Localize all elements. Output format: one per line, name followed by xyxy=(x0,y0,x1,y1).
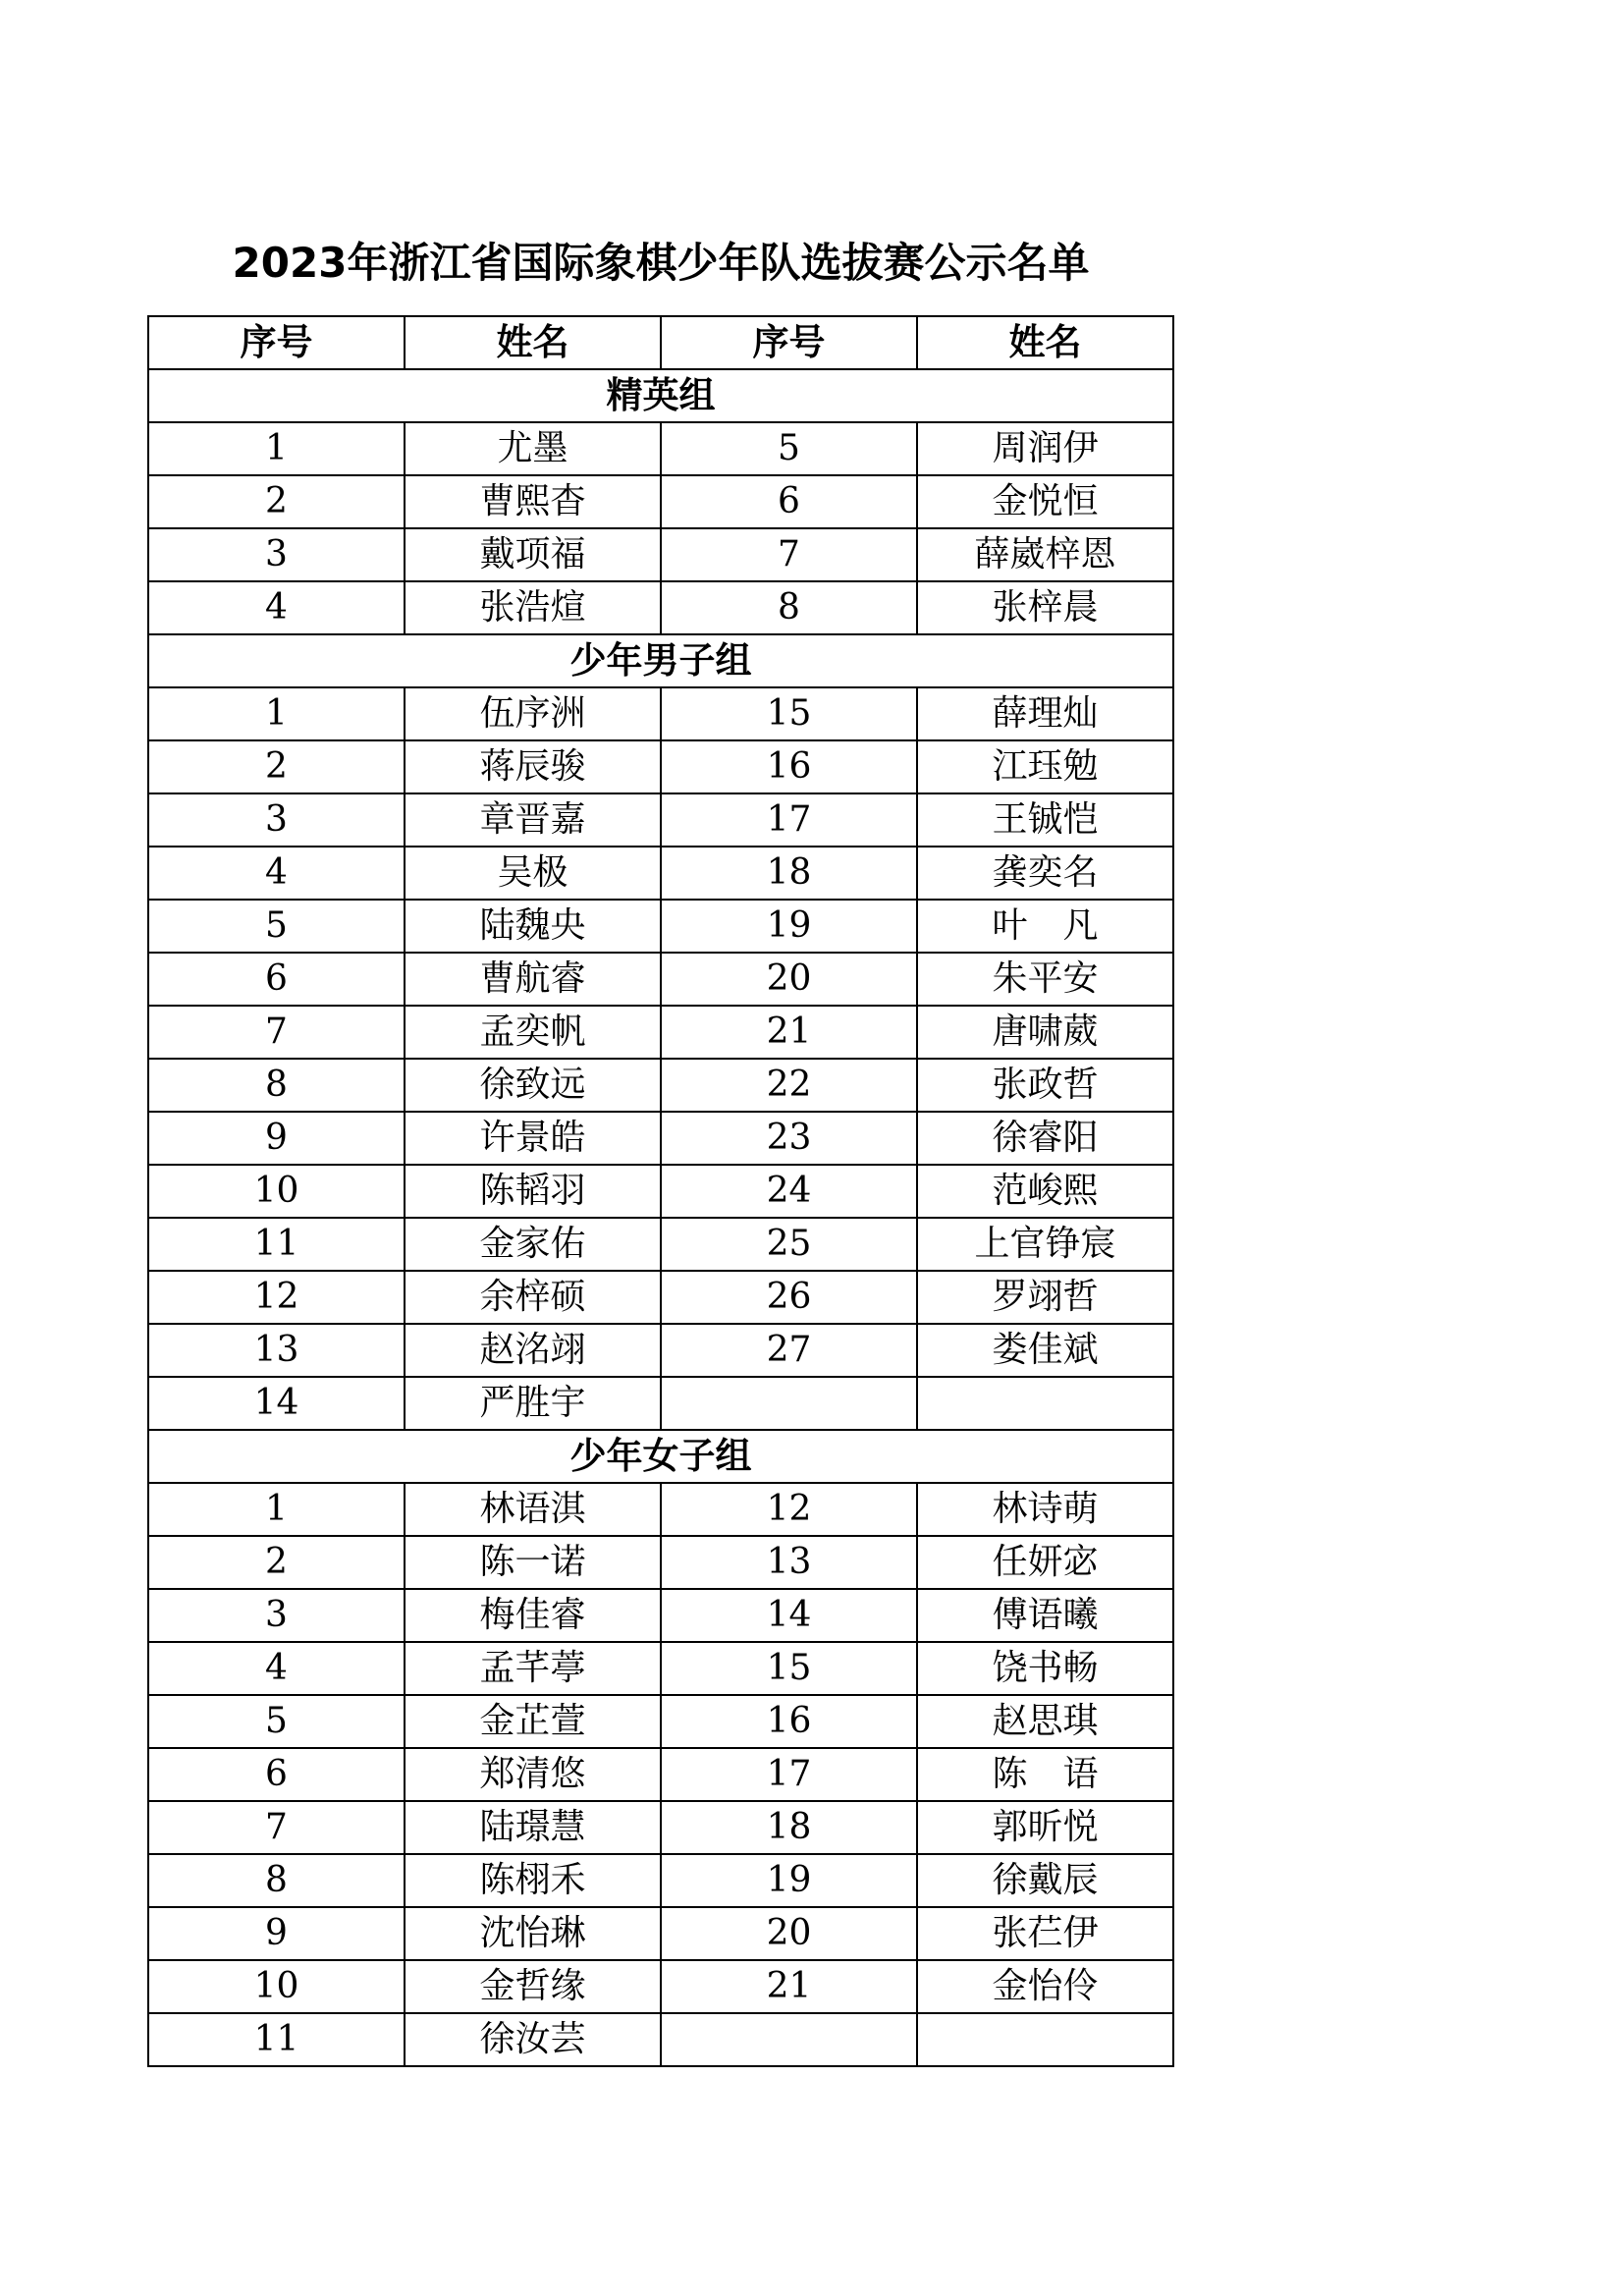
name-cell: 金芷萱 xyxy=(405,1695,661,1748)
name-cell: 徐致远 xyxy=(405,1059,661,1112)
seq-cell: 11 xyxy=(148,2013,405,2066)
seq-cell: 13 xyxy=(661,1536,917,1589)
seq-cell: 4 xyxy=(148,1642,405,1695)
name-cell: 金家佑 xyxy=(405,1218,661,1271)
name-cell: 陈韬羽 xyxy=(405,1165,661,1218)
seq-cell: 27 xyxy=(661,1324,917,1377)
group-header-row xyxy=(148,634,1173,687)
seq-cell: 5 xyxy=(148,900,405,953)
name-cell: 郭昕悦 xyxy=(917,1801,1173,1854)
seq-cell: 13 xyxy=(148,1324,405,1377)
seq-cell: 8 xyxy=(148,1059,405,1112)
name-cell: 孟奕帆 xyxy=(405,1006,661,1059)
seq-cell: 1 xyxy=(148,422,405,475)
name-cell: 江珏勉 xyxy=(917,740,1173,793)
seq-cell: 4 xyxy=(148,581,405,634)
name-cell: 徐戴辰 xyxy=(917,1854,1173,1907)
seq-cell: 15 xyxy=(661,1642,917,1695)
table-row xyxy=(148,1377,1173,1430)
seq-cell: 21 xyxy=(661,1006,917,1059)
name-cell: 陈一诺 xyxy=(405,1536,661,1589)
name-cell: 林诗萌 xyxy=(917,1483,1173,1536)
name-cell: 娄佳斌 xyxy=(917,1324,1173,1377)
name-cell: 薛崴梓恩 xyxy=(917,528,1173,581)
page-title: 2023年浙江省国际象棋少年队选拔赛公示名单 xyxy=(232,239,1090,287)
name-cell: 龚奕名 xyxy=(917,847,1173,900)
seq-cell: 5 xyxy=(661,422,917,475)
group-header-row xyxy=(148,369,1173,422)
column-header-name: 姓名 xyxy=(917,316,1173,369)
header-row xyxy=(148,316,1173,369)
seq-cell: 14 xyxy=(661,1589,917,1642)
table-row xyxy=(148,793,1173,847)
table-row xyxy=(148,1006,1173,1059)
name-cell: 张政哲 xyxy=(917,1059,1173,1112)
table-row xyxy=(148,528,1173,581)
name-cell: 赵思琪 xyxy=(917,1695,1173,1748)
seq-cell: 5 xyxy=(148,1695,405,1748)
name-cell: 曹熙杳 xyxy=(405,475,661,528)
name-cell: 金哲缘 xyxy=(405,1960,661,2013)
name-cell xyxy=(917,2013,1173,2066)
table-row xyxy=(148,1642,1173,1695)
name-cell: 任妍宓 xyxy=(917,1536,1173,1589)
group-title: 少年女子组 xyxy=(148,1430,1173,1483)
column-header-seq: 序号 xyxy=(148,316,405,369)
table-row xyxy=(148,1536,1173,1589)
seq-cell: 23 xyxy=(661,1112,917,1165)
table-row xyxy=(148,847,1173,900)
seq-cell: 8 xyxy=(661,581,917,634)
name-cell: 章晋嘉 xyxy=(405,793,661,847)
table-row xyxy=(148,1324,1173,1377)
seq-cell: 3 xyxy=(148,528,405,581)
table-row xyxy=(148,1271,1173,1324)
name-cell: 陈栩禾 xyxy=(405,1854,661,1907)
table-row xyxy=(148,1165,1173,1218)
name-cell: 曹航睿 xyxy=(405,953,661,1006)
seq-cell: 2 xyxy=(148,475,405,528)
name-cell: 叶 凡 xyxy=(917,900,1173,953)
name-cell: 沈怡琳 xyxy=(405,1907,661,1960)
name-cell: 许景皓 xyxy=(405,1112,661,1165)
name-cell: 唐啸葳 xyxy=(917,1006,1173,1059)
seq-cell: 6 xyxy=(661,475,917,528)
table-row xyxy=(148,1907,1173,1960)
name-cell: 金悦恒 xyxy=(917,475,1173,528)
seq-cell: 1 xyxy=(148,1483,405,1536)
table-row xyxy=(148,1960,1173,2013)
seq-cell: 14 xyxy=(148,1377,405,1430)
seq-cell: 7 xyxy=(148,1801,405,1854)
seq-cell: 7 xyxy=(148,1006,405,1059)
seq-cell: 12 xyxy=(661,1483,917,1536)
name-cell: 王铖恺 xyxy=(917,793,1173,847)
seq-cell: 22 xyxy=(661,1059,917,1112)
seq-cell: 6 xyxy=(148,1748,405,1801)
name-cell: 朱平安 xyxy=(917,953,1173,1006)
seq-cell: 2 xyxy=(148,1536,405,1589)
table-row xyxy=(148,581,1173,634)
name-cell: 陆魏央 xyxy=(405,900,661,953)
table-row xyxy=(148,1801,1173,1854)
seq-cell xyxy=(661,1377,917,1430)
seq-cell: 17 xyxy=(661,793,917,847)
seq-cell: 15 xyxy=(661,687,917,740)
name-cell: 金怡伶 xyxy=(917,1960,1173,2013)
seq-cell: 19 xyxy=(661,1854,917,1907)
seq-cell: 16 xyxy=(661,1695,917,1748)
seq-cell: 19 xyxy=(661,900,917,953)
seq-cell: 21 xyxy=(661,1960,917,2013)
name-cell: 伍序洲 xyxy=(405,687,661,740)
seq-cell: 20 xyxy=(661,953,917,1006)
seq-cell: 4 xyxy=(148,847,405,900)
seq-cell: 26 xyxy=(661,1271,917,1324)
seq-cell: 10 xyxy=(148,1960,405,2013)
table-row xyxy=(148,2013,1173,2066)
name-cell: 张浩煊 xyxy=(405,581,661,634)
table-row xyxy=(148,1748,1173,1801)
seq-cell: 6 xyxy=(148,953,405,1006)
seq-cell: 16 xyxy=(661,740,917,793)
group-header-row xyxy=(148,1430,1173,1483)
name-cell: 尤墨 xyxy=(405,422,661,475)
name-cell: 吴极 xyxy=(405,847,661,900)
table-row xyxy=(148,1854,1173,1907)
name-cell: 范峻熙 xyxy=(917,1165,1173,1218)
seq-cell: 17 xyxy=(661,1748,917,1801)
seq-cell: 2 xyxy=(148,740,405,793)
seq-cell: 18 xyxy=(661,1801,917,1854)
name-cell: 徐汝芸 xyxy=(405,2013,661,2066)
name-cell: 孟芊葶 xyxy=(405,1642,661,1695)
name-cell: 饶书畅 xyxy=(917,1642,1173,1695)
name-cell: 陈 语 xyxy=(917,1748,1173,1801)
seq-cell: 1 xyxy=(148,687,405,740)
name-cell: 张芢伊 xyxy=(917,1907,1173,1960)
seq-cell: 24 xyxy=(661,1165,917,1218)
seq-cell: 3 xyxy=(148,1589,405,1642)
seq-cell: 18 xyxy=(661,847,917,900)
table-row xyxy=(148,1218,1173,1271)
roster-body xyxy=(148,369,1173,2066)
table-row xyxy=(148,1483,1173,1536)
seq-cell: 12 xyxy=(148,1271,405,1324)
seq-cell: 25 xyxy=(661,1218,917,1271)
name-cell: 戴项福 xyxy=(405,528,661,581)
seq-cell xyxy=(661,2013,917,2066)
table-row xyxy=(148,953,1173,1006)
seq-cell: 8 xyxy=(148,1854,405,1907)
name-cell: 严胜宇 xyxy=(405,1377,661,1430)
name-cell: 陆璟慧 xyxy=(405,1801,661,1854)
name-cell: 张梓晨 xyxy=(917,581,1173,634)
table-row xyxy=(148,475,1173,528)
name-cell: 赵洺翊 xyxy=(405,1324,661,1377)
table-row xyxy=(148,740,1173,793)
name-cell: 梅佳睿 xyxy=(405,1589,661,1642)
seq-cell: 11 xyxy=(148,1218,405,1271)
table-row xyxy=(148,687,1173,740)
table-row xyxy=(148,1589,1173,1642)
name-cell: 罗翊哲 xyxy=(917,1271,1173,1324)
column-header-seq: 序号 xyxy=(661,316,917,369)
name-cell: 郑清悠 xyxy=(405,1748,661,1801)
name-cell: 周润伊 xyxy=(917,422,1173,475)
column-header-name: 姓名 xyxy=(405,316,661,369)
seq-cell: 3 xyxy=(148,793,405,847)
name-cell: 薛理灿 xyxy=(917,687,1173,740)
name-cell: 蒋辰骏 xyxy=(405,740,661,793)
name-cell: 林语淇 xyxy=(405,1483,661,1536)
table-row xyxy=(148,422,1173,475)
name-cell xyxy=(917,1377,1173,1430)
name-cell: 上官铮宸 xyxy=(917,1218,1173,1271)
table-row xyxy=(148,1112,1173,1165)
table-row xyxy=(148,1059,1173,1112)
name-cell: 傅语曦 xyxy=(917,1589,1173,1642)
seq-cell: 7 xyxy=(661,528,917,581)
seq-cell: 9 xyxy=(148,1112,405,1165)
table-row xyxy=(148,900,1173,953)
seq-cell: 20 xyxy=(661,1907,917,1960)
roster-table xyxy=(147,315,1174,2067)
seq-cell: 10 xyxy=(148,1165,405,1218)
seq-cell: 9 xyxy=(148,1907,405,1960)
table-row xyxy=(148,1695,1173,1748)
name-cell: 徐睿阳 xyxy=(917,1112,1173,1165)
name-cell: 余梓硕 xyxy=(405,1271,661,1324)
group-title: 少年男子组 xyxy=(148,634,1173,687)
group-title: 精英组 xyxy=(148,369,1173,422)
